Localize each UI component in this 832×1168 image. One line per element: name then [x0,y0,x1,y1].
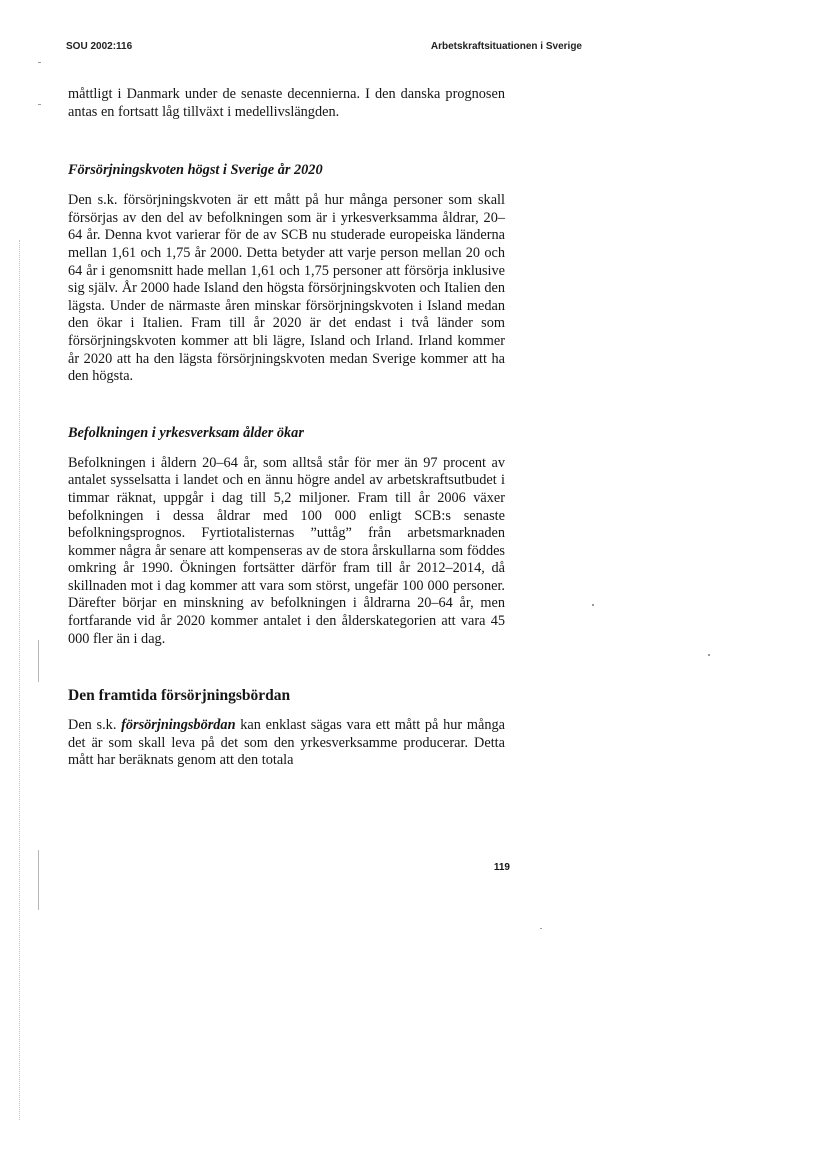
burden-paragraph-rest: kan enklast sägas vara ett mått på hur många det är som skall leva på det som den yrkesverksamme producerar. Detta mått har beräknats genom att den totala [68,717,505,769]
subheading-working-age-population: Befolkningen i yrkesverksam ålder ökar [68,424,304,441]
scan-speck [38,640,39,682]
scan-speck [540,928,542,929]
page-number: 119 [493,862,510,873]
working-age-paragraph: Befolkningen i åldern 20–64 år, som alltså står för mer än 97 procent av antalet sysselsatta i landet och en ännu högre andel av arbetskraftsutbudet i timmar räknat, uppgår i dag till 5,2 miljoner. Fram till år 2006 växer befolkningen i dessa åldrar med 100 000 enligt SCB:s senaste befolkningsprognos. Fyrtiotalisternas ”uttåg” från arbetsmarknaden kommer några år senare att kompenseras av de stora årskullarna som föddes omkring år 1990. Ökningen fortsätter därför fram till år 2012–2014, då skillnaden mot i dag kommer att vara som störst, ungefär 100 000 personer. Därefter börjar en minskning av befolkningen i åldrarna 20–64 år, men fortfarande vid år 2020 kommer antalet i den ålderskategorien att vara 45 000 fler än i dag. [68,454,505,647]
scan-speck [592,604,594,606]
burden-paragraph-start: Den s.k. [68,717,122,734]
scan-speck [38,62,41,63]
intro-paragraph: måttligt i Danmark under de senaste decennierna. I den danska prognosen antas en fortsatt låg tillväxt i medellivslängden. [68,86,505,120]
section-heading: Den framtida försörjningsbördan [68,687,291,705]
subheading-dependency-ratio: Försörjningskvoten högst i Sverige år 2020 [68,162,323,179]
burden-paragraph [68,717,505,770]
scan-margin-line [19,240,21,1120]
defined-term: försörjningsbördan [121,717,236,734]
scan-speck [38,104,41,105]
report-id: SOU 2002:116 [66,41,133,52]
dependency-ratio-paragraph: Den s.k. försörjningskvoten är ett mått på hur många personer som skall försörjas av den del av befolkningen som är i yrkesverksamma åldrar, 20–64 år. Denna kvot varierar för de av SCB nu studerade europeiska länderna mellan 1,61 och 1,75 år 2000. Detta betyder att varje person mellan 20 och 64 år i genomsnitt hade mellan 1,61 och 1,75 personer att försörja inklusive sig själv. År 2000 hade Island den högsta försörjningskvoten och Italien den lägsta. Under de närmaste åren minskar försörjningskvoten i Island medan den ökar i Italien. Fram till år 2020 är det endast i två länder som försörjningskvoten kommer att bli lägre, Island och Irland. Irland kommer år 2020 att ha den lägsta försörjningskvoten medan Sverige kommer att ha den högsta. [68,192,505,385]
scan-speck [708,654,710,656]
chapter-title: Arbetskraftsituationen i Sverige [430,41,582,52]
page-body [68,86,505,770]
running-header [66,41,582,55]
scan-speck [38,850,39,910]
